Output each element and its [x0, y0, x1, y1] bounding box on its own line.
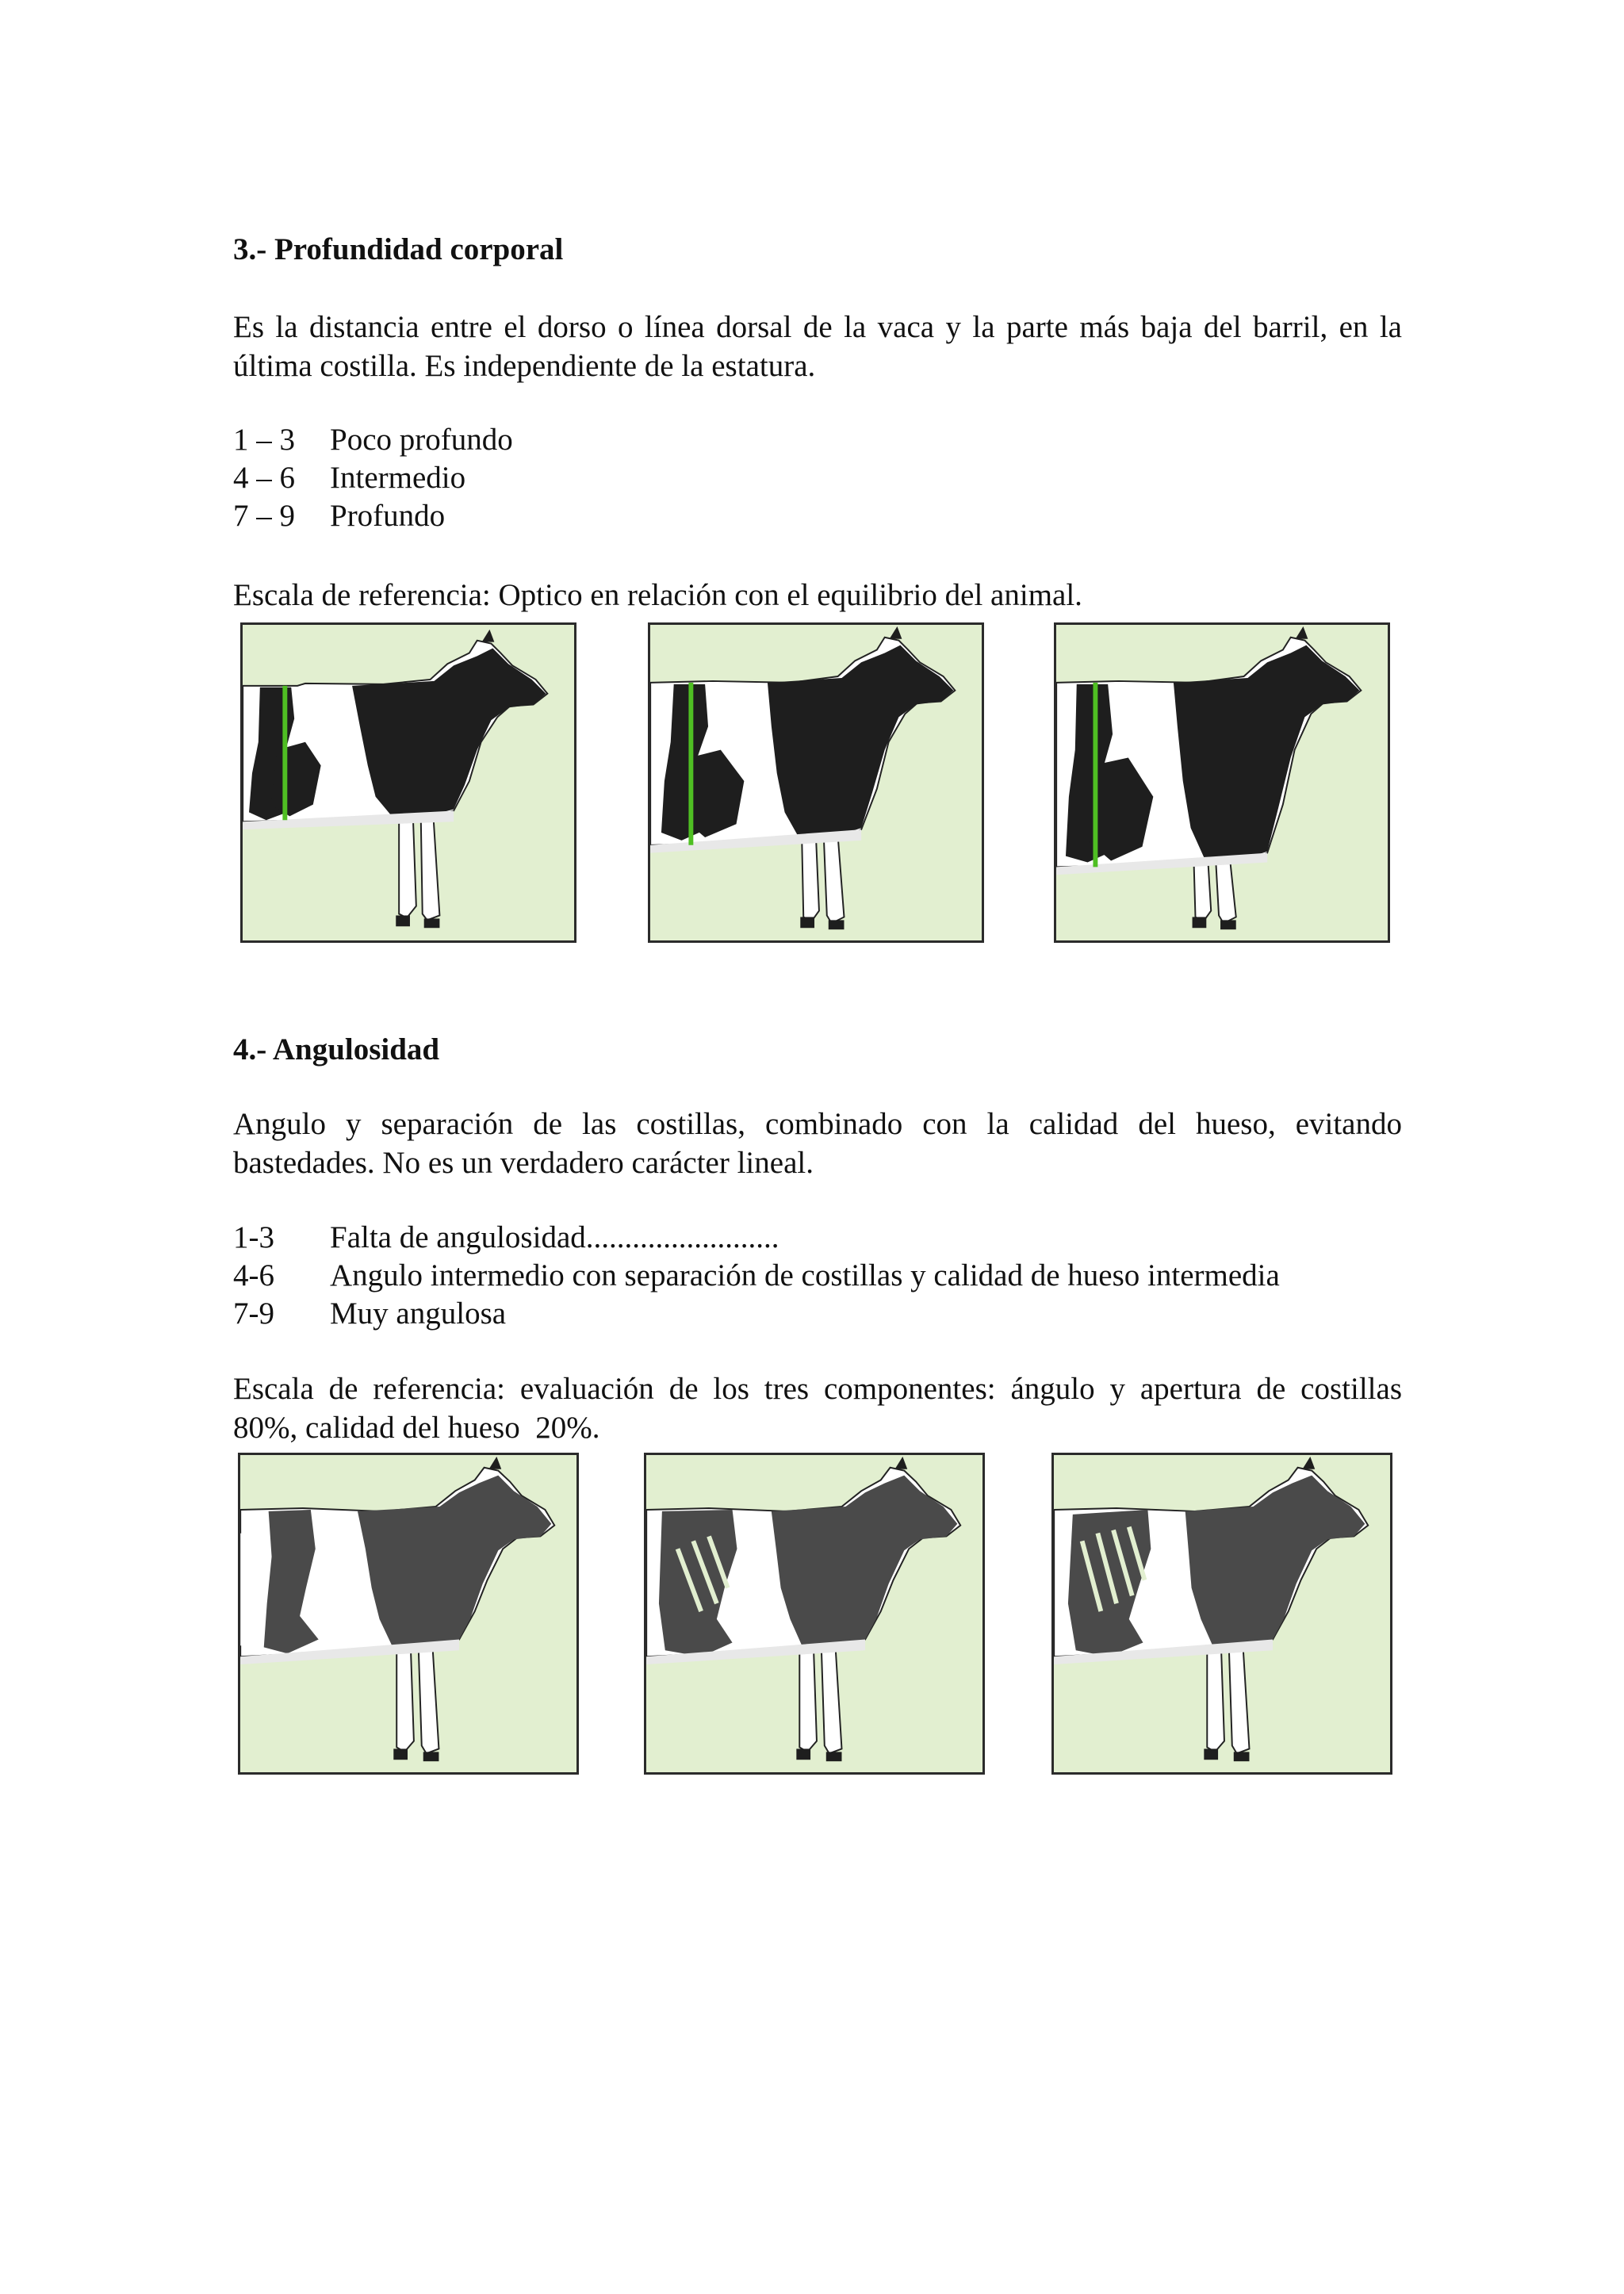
section-4-scale — [233, 1219, 1280, 1333]
scale-row — [233, 1295, 1280, 1333]
section-3-figures — [0, 622, 1624, 948]
section-3-description-line-2: última costilla. Es independiente de la estatura. — [233, 349, 816, 383]
section-4-heading: 4.- Angulosidad — [233, 1032, 440, 1067]
scale-label: Falta de angulosidad......................... — [330, 1220, 779, 1254]
section-4-reference-line-2: 80%, calidad del hueso 20%. — [233, 1411, 600, 1445]
cow-low-angularity-illustration — [238, 1453, 579, 1775]
scale-label: Intermedio — [330, 461, 466, 495]
cow-illustration-svg — [650, 625, 982, 940]
cow-illustration-svg — [1056, 625, 1388, 940]
section-4-description — [233, 1105, 1402, 1182]
scale-label: Poco profundo — [330, 423, 513, 457]
section-4-description-line-1: Angulo y separación de las costillas, combinado con la calidad del hueso, evitando — [233, 1107, 1402, 1141]
scale-label: Angulo intermedio con separación de costillas y calidad de hueso intermedia — [330, 1258, 1280, 1293]
section-4-figures — [0, 1453, 1624, 1778]
scale-row — [233, 421, 513, 459]
section-4-description-line-2: bastedades. No es un verdadero carácter lineal. — [233, 1146, 814, 1180]
cow-illustration-svg — [243, 625, 574, 940]
section-4-reference-line-1: Escala de referencia: evaluación de los tres componentes: ángulo y apertura de costillas — [233, 1372, 1402, 1406]
section-3-scale — [233, 421, 513, 535]
section-3-description-line-1: Es la distancia entre el dorso o línea dorsal de la vaca y la parte más baja del barril, en la — [233, 310, 1402, 344]
scale-range: 4 – 6 — [233, 461, 295, 495]
scale-range: 7 – 9 — [233, 499, 295, 533]
section-3-reference: Escala de referencia: Optico en relación con el equilibrio del animal. — [233, 578, 1082, 612]
scale-range: 1-3 — [233, 1220, 274, 1254]
section-3-description — [233, 308, 1402, 385]
cow-high-angularity-illustration — [1051, 1453, 1392, 1775]
cow-illustration-svg — [240, 1455, 576, 1772]
scale-range: 1 – 3 — [233, 423, 295, 457]
cow-illustration-svg — [646, 1455, 982, 1772]
scale-row — [233, 1257, 1280, 1295]
scale-row — [233, 497, 513, 535]
cow-shallow-body-illustration — [240, 622, 576, 943]
cow-illustration-svg — [1054, 1455, 1390, 1772]
scale-range: 4-6 — [233, 1258, 274, 1293]
section-3-heading: 3.- Profundidad corporal — [233, 232, 564, 266]
scale-row — [233, 1219, 1280, 1257]
scale-row — [233, 459, 513, 497]
cow-intermediate-angularity-illustration — [644, 1453, 985, 1775]
cow-intermediate-body-illustration — [648, 622, 984, 943]
section-4-reference — [233, 1369, 1402, 1447]
cow-deep-body-illustration — [1054, 622, 1390, 943]
scale-range: 7-9 — [233, 1296, 274, 1331]
scale-label: Profundo — [330, 499, 446, 533]
scale-label: Muy angulosa — [330, 1296, 507, 1331]
